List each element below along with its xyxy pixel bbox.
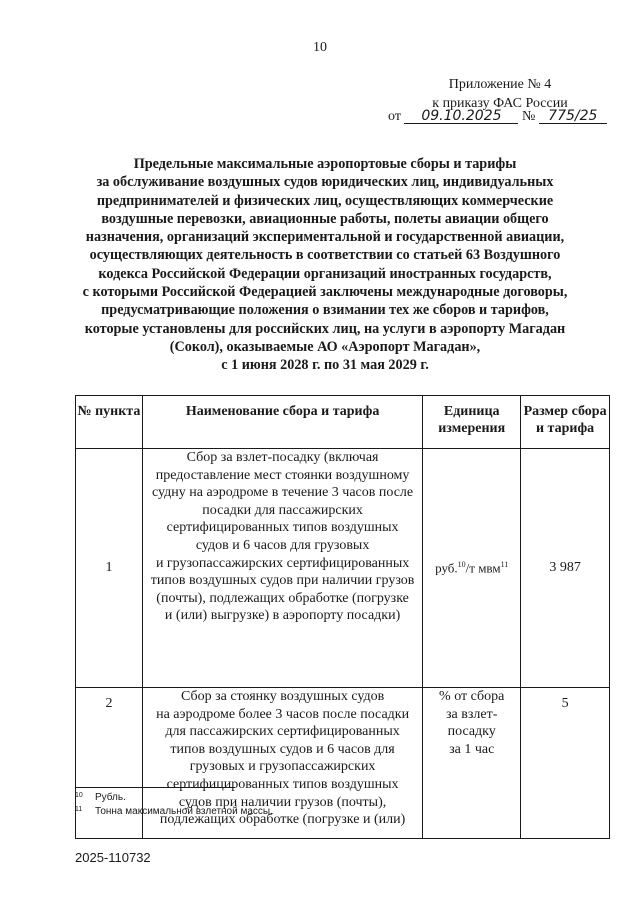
description-line: посадки для пассажирских — [202, 502, 363, 518]
description-line: судов при наличии грузов (почты), — [178, 794, 387, 810]
footnote-ref: 10 — [457, 559, 466, 569]
footnote-mark: 10 — [75, 792, 83, 799]
title-line: кодекса Российской Федерации организаций иностранных государств, — [98, 265, 552, 282]
description-line: предоставление мест стоянки воздушному — [155, 467, 410, 483]
footnote — [75, 792, 126, 803]
title-line: назначения, организаций экспериментальной и государственной авиации, — [85, 229, 565, 246]
description-line: судну на аэродроме в течение 3 часов после — [152, 485, 414, 501]
row-description — [142, 449, 422, 688]
description-line: на аэродроме более 3 часов после посадки — [156, 706, 410, 722]
appendix-title: Приложение № 4 — [448, 77, 552, 92]
title-line: Предельные максимальные аэропортовые сборы и тарифы — [133, 156, 517, 172]
title-line: предпринимателей и физических лиц, осуществляющих коммерческие — [96, 192, 554, 209]
footnote-divider — [75, 787, 235, 788]
header-num: № пункта — [76, 396, 143, 449]
unit-line: за взлет- — [446, 706, 498, 722]
description-line: и (или) выгрузке) в аэропорту посадки) — [164, 608, 401, 624]
description-line: подлежащих обработке (погрузке и (или) — [159, 812, 406, 828]
table-header-row — [76, 396, 610, 449]
page-number: 10 — [313, 40, 327, 55]
description-line: (почты), подлежащих обработке (погрузке — [156, 590, 409, 606]
tariff-table — [75, 395, 610, 839]
row-unit — [423, 688, 521, 839]
appendix-order-ref: к приказу ФАС России — [432, 96, 568, 111]
handwritten-number: 775/25 — [539, 109, 607, 124]
description-line: судов и 6 часов для грузовых — [195, 537, 370, 553]
footnote-mark: 11 — [75, 806, 83, 813]
row-number: 2 — [76, 688, 143, 839]
description-line: типов воздушных судов при наличии грузов — [150, 573, 415, 589]
approval-line — [388, 109, 610, 125]
title-line: (Сокол), оказываемые АО «Аэропорт Магадан», — [169, 338, 481, 355]
title-line: воздушные перевозки, авиационные работы, полеты авиации общего — [101, 210, 549, 227]
description-line: типов воздушных судов и 6 часов для — [170, 741, 395, 757]
title-line: предусматривающие положения о взимании тех же сборов и тарифов, — [101, 302, 549, 319]
header-size: Размер сбора и тарифа — [521, 396, 610, 449]
description-line: сертифицированных типов воздушных — [166, 520, 399, 536]
description-line: грузовых и грузопассажирских — [189, 759, 376, 775]
header-name: Наименование сбора и тарифа — [142, 396, 422, 449]
row-value: 3 987 — [521, 449, 610, 688]
unit-text: /т мвм — [465, 560, 501, 576]
description-line: для пассажирских сертифицированных — [165, 724, 400, 740]
header-unit: Единица измерения — [423, 396, 521, 449]
table-row — [76, 449, 610, 688]
unit-line: за 1 час — [449, 741, 495, 757]
unit-text: руб. — [435, 560, 458, 576]
description-line: и грузопассажирских сертифицированных — [155, 555, 410, 571]
number-label: № — [521, 109, 536, 124]
title-line: осуществляющих деятельность в соответствии со статьей 63 Воздушного — [89, 247, 561, 264]
document-title — [70, 155, 580, 375]
footnote-text: Рубль. — [95, 792, 126, 803]
unit-line: % от сбора — [439, 689, 505, 704]
unit-line: посадку — [447, 724, 496, 740]
footnote-ref: 11 — [500, 559, 509, 569]
row-value: 5 — [521, 688, 610, 839]
document-code: 2025-110732 — [75, 850, 151, 865]
footnote-text: Тонна максимальной взлетной массы. — [95, 806, 273, 817]
description-line: Сбор за взлет-посадку (включая — [186, 450, 379, 465]
title-line: которые установлены для российских лиц, на услуги в аэропорту Магадан — [84, 320, 566, 337]
title-line: за обслуживание воздушных судов юридических лиц, индивидуальных — [96, 174, 554, 191]
title-line: с 1 июня 2028 г. по 31 мая 2029 г. — [221, 357, 429, 374]
footnote — [75, 806, 273, 817]
description-line: сертифицированных типов воздушных — [166, 776, 399, 792]
description-line: Сбор за стоянку воздушных судов — [180, 689, 385, 704]
from-label: от — [388, 109, 401, 124]
handwritten-date: 09.10.2025 — [404, 109, 518, 124]
row-number: 1 — [76, 449, 143, 688]
title-line: с которыми Российской Федерацией заключены международные договоры, — [82, 284, 568, 301]
row-unit — [423, 449, 521, 688]
